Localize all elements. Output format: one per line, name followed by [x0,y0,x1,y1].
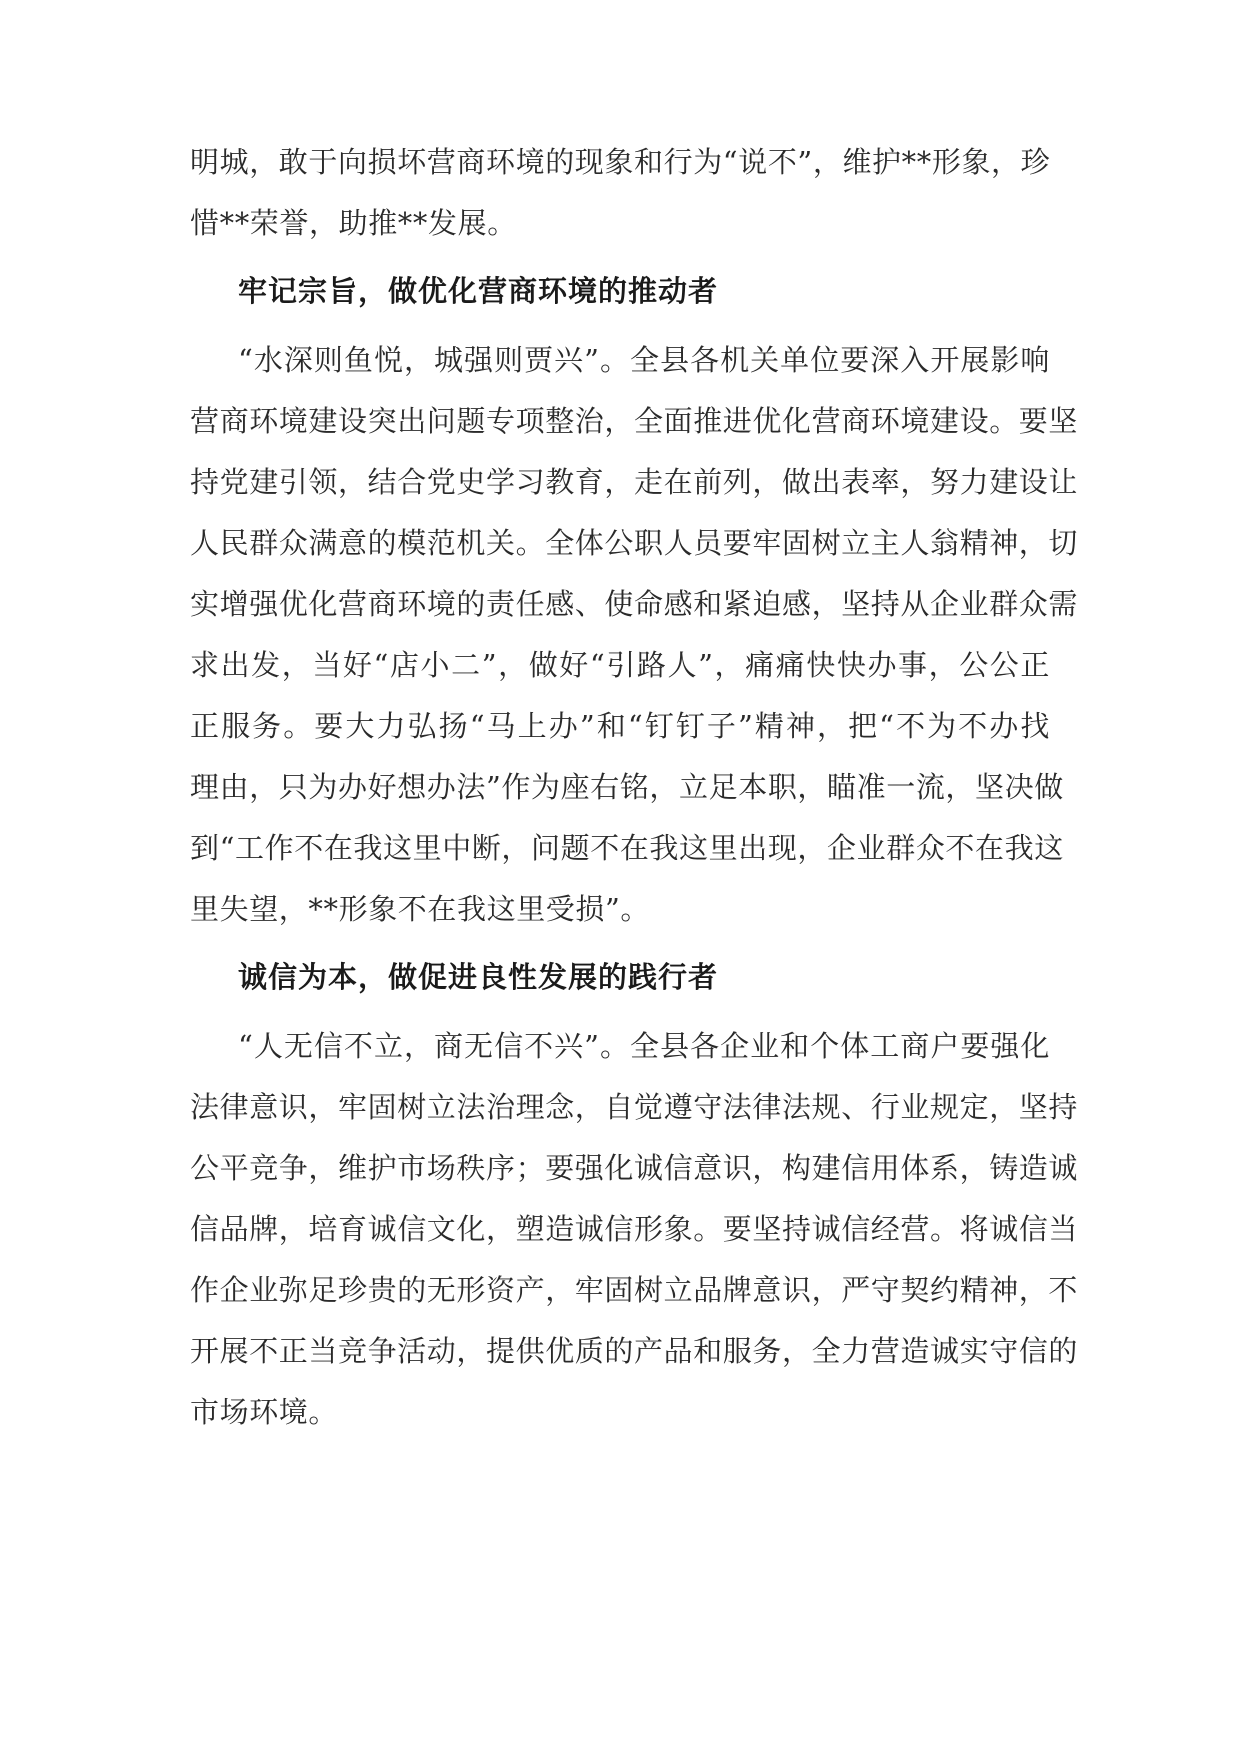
text-line: 里失望，**形象不在我这里受损”。 [190,892,651,926]
text-line: 人民群众满意的模范机关。全体公职人员要牢固树立主人翁精神，切 [190,526,1079,560]
text-line: 惜**荣誉，助推**发展。 [190,206,517,240]
text-line: 营商环境建设突出问题专项整治，全面推进优化营商环境建设。要坚 [190,404,1079,438]
text-line: 作企业弥足珍贵的无形资产，牢固树立品牌意识，严守契约精神，不 [190,1273,1079,1307]
text-line: “水深则鱼悦，城强则贾兴”。全县各机关单位要深入开展影响 [238,343,1050,377]
text-line: 市场环境。 [190,1395,339,1429]
text-line: 求出发，当好“店小二”，做好“引路人”，痛痛快快办事，公公正 [190,648,1050,682]
text-line: 公平竞争，维护市场秩序；要强化诚信意识，构建信用体系，铸造诚 [190,1151,1079,1185]
section-heading: 诚信为本，做促进良性发展的践行者 [238,960,719,994]
text-line: 明城，敢于向损坏营商环境的现象和行为“说不”，维护**形象，珍 [190,145,1051,179]
text-line: 法律意识，牢固树立法治理念，自觉遵守法律法规、行业规定，坚持 [190,1090,1079,1124]
section-heading: 牢记宗旨，做优化营商环境的推动者 [238,274,719,308]
text-line: 信品牌，培育诚信文化，塑造诚信形象。要坚持诚信经营。将诚信当 [190,1212,1079,1246]
text-line: 开展不正当竞争活动，提供优质的产品和服务，全力营造诚实守信的 [190,1334,1079,1368]
text-line: 实增强优化营商环境的责任感、使命感和紧迫感，坚持从企业群众需 [190,587,1079,621]
text-line: 持党建引领，结合党史学习教育，走在前列，做出表率，努力建设让 [190,465,1079,499]
text-line: 理由，只为办好想办法”作为座右铭，立足本职，瞄准一流，坚决做 [190,770,1064,804]
text-line: 到“工作不在我这里中断，问题不在我这里出现，企业群众不在我这 [190,831,1064,865]
text-line: “人无信不立，商无信不兴”。全县各企业和个体工商户要强化 [238,1029,1050,1063]
text-line: 正服务。要大力弘扬“马上办”和“钉钉子”精神，把“不为不办找 [190,709,1050,743]
